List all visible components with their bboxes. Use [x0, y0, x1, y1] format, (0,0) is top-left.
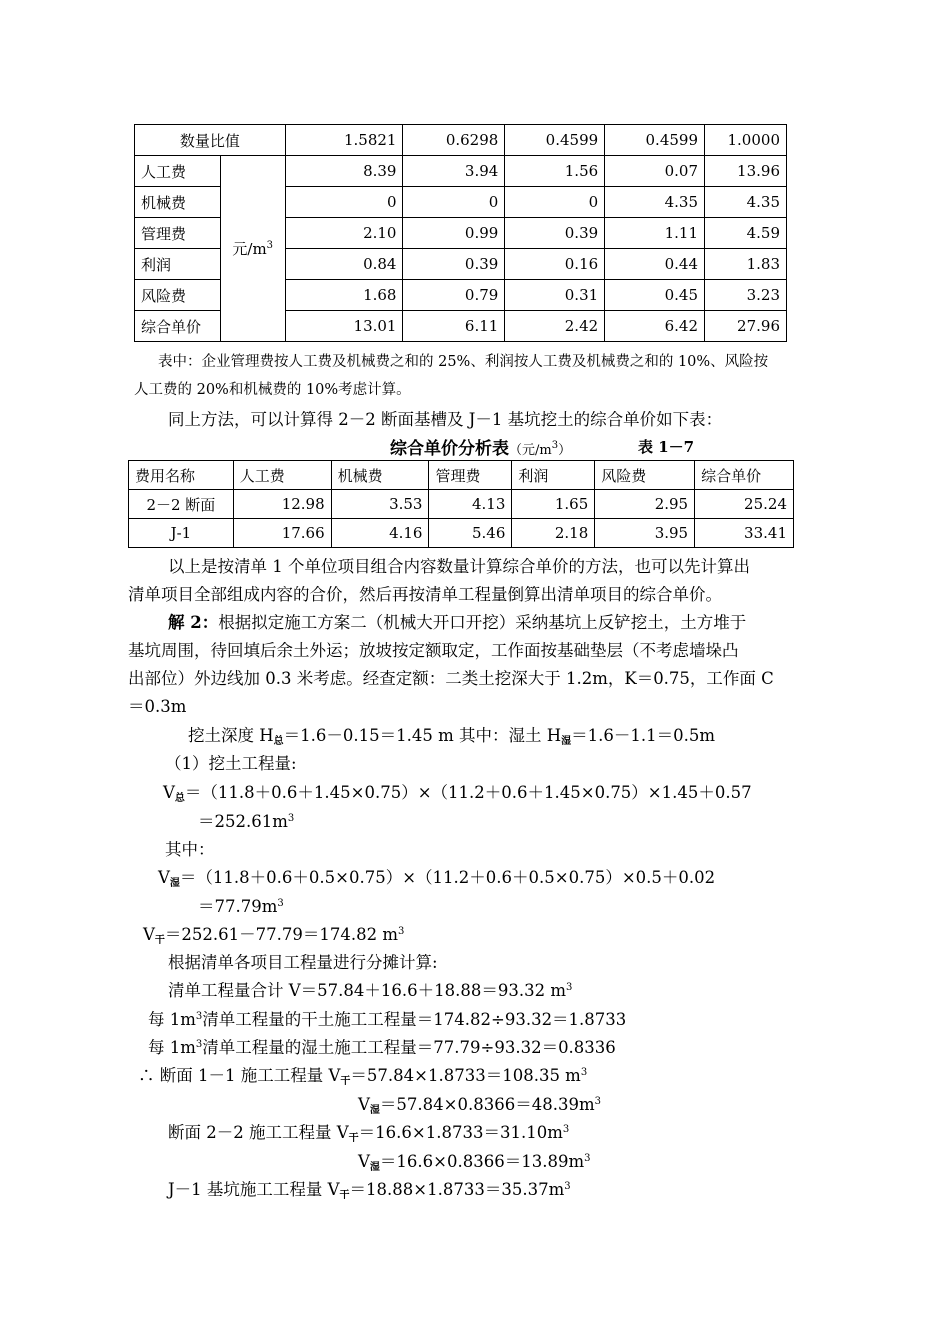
table-2-number: 表 1－7 — [638, 438, 695, 456]
text: 每 1m — [148, 1010, 196, 1029]
unit-sup: 3 — [266, 240, 274, 251]
v-total-line — [163, 779, 752, 804]
table-cell: 0.31 — [505, 280, 605, 311]
table-2-title-unit-close: ） — [558, 443, 572, 458]
text: J－1 基坑施工工程量 V — [168, 1180, 340, 1199]
table-cell: 0.07 — [605, 156, 705, 187]
table-cell: 1.5821 — [285, 125, 403, 156]
table-header-cell: 风险费 — [595, 461, 695, 490]
text: 清单工程量合计 V＝57.84＋16.6＋18.88＝93.32 m — [168, 981, 566, 1000]
solution-2-line-4: ＝0.3m — [128, 697, 187, 716]
item-1-heading: （1）挖土工程量: — [165, 754, 297, 773]
table-cell: 25.24 — [695, 490, 794, 519]
table-header-cell: 综合单价 — [695, 461, 794, 490]
table-cell: 0.6298 — [403, 125, 505, 156]
sup: 3 — [562, 1124, 570, 1135]
solution-2-line-3: 出部位）外边线加 0.3 米考虑。经查定额：二类土挖深大于 1.2m，K＝0.75，工作面 C — [128, 669, 774, 688]
paragraph-2-line-2: 清单项目全部组成内容的合价，然后再按清单工程量倒算出清单项目的综合单价。 — [128, 585, 722, 604]
paragraph: 同上方法，可以计算得 2－2 断面基槽及 J－1 基坑挖土的综合单价如下表： — [168, 410, 723, 429]
per-wet-line — [148, 1034, 616, 1058]
table-cell: 0.16 — [505, 249, 605, 280]
section-2-2-dry — [168, 1119, 569, 1144]
pit-j1-dry — [168, 1176, 571, 1201]
table-cell: 3.23 — [705, 280, 787, 311]
sub: 总 — [174, 793, 185, 804]
v-wet-result — [198, 893, 284, 917]
unit-price-table-2 — [128, 460, 794, 548]
text: 挖土深度 H — [188, 726, 274, 745]
table-cell: 3.94 — [403, 156, 505, 187]
sub: 湿 — [369, 1105, 380, 1116]
table-2-title-sup: 3 — [551, 440, 559, 451]
text: ＝（11.8＋0.6＋1.45×0.75）×（11.2＋0.6＋1.45×0.75）×1.45＋0.57 — [184, 783, 752, 802]
sup: 3 — [564, 1181, 571, 1192]
table-cell: 0.45 — [605, 280, 705, 311]
table-cell: 33.41 — [695, 519, 794, 548]
table-cell: 0.84 — [285, 249, 403, 280]
table-cell: 0.44 — [605, 249, 705, 280]
table-cell: 0.4599 — [505, 125, 605, 156]
quantity-sum-line — [168, 977, 572, 1001]
sub: 总 — [273, 736, 284, 747]
table-cell: 8.39 — [285, 156, 403, 187]
table-2-title-main: 综合单价分析表 — [390, 439, 509, 459]
solution-2-lead: 解 2： — [168, 613, 219, 632]
unit-cell — [220, 156, 285, 342]
sub: 干 — [348, 1133, 359, 1144]
table-cell: 13.01 — [285, 311, 403, 342]
text: 清单工程量的湿土施工工程量＝77.79÷93.32＝0.8336 — [202, 1038, 616, 1057]
text: ＝（11.8＋0.6＋0.5×0.75）×（11.2＋0.6＋0.5×0.75）×0.5＋0.02 — [179, 868, 716, 887]
text: V — [143, 925, 155, 944]
text: ＝16.6×0.8366＝13.89m — [379, 1152, 585, 1171]
sup: 3 — [580, 1067, 588, 1078]
table-cell: 1.11 — [605, 218, 705, 249]
table-cell: 2.18 — [512, 519, 595, 548]
table-header-cell: 管理费 — [429, 461, 512, 490]
row-label: 风险费 — [135, 280, 221, 311]
text: ＝16.6×1.8733＝31.10m — [358, 1123, 563, 1142]
text: ＝57.84×1.8733＝108.35 m — [350, 1066, 581, 1085]
table-header-cell: 人工费 — [233, 461, 331, 490]
table-cell: 2.42 — [505, 311, 605, 342]
table-cell: 0.39 — [505, 218, 605, 249]
among-label: 其中： — [165, 840, 215, 859]
table-2-title — [390, 434, 571, 459]
table-cell: 3.95 — [595, 519, 695, 548]
text: 断面 2－2 施工工程量 V — [168, 1123, 349, 1142]
text: ＝77.79m — [198, 897, 278, 916]
row-label: 管理费 — [135, 218, 221, 249]
table-note-line-2: 人工费的 20%和机械费的 10%考虑计算。 — [134, 382, 411, 398]
table-cell: 3.53 — [331, 490, 429, 519]
table-cell: 4.13 — [429, 490, 512, 519]
table-cell: 1.68 — [285, 280, 403, 311]
table-row — [129, 461, 794, 490]
table-cell: 0 — [403, 187, 505, 218]
sup: 3 — [287, 813, 295, 824]
text: V — [158, 868, 170, 887]
text: V — [358, 1152, 370, 1171]
table-cell: 0.79 — [403, 280, 505, 311]
per-dry-line — [148, 1006, 626, 1030]
row-label: 利润 — [135, 249, 221, 280]
table-row — [129, 519, 794, 548]
solution-2-line-1 — [168, 609, 746, 633]
sup: 3 — [398, 926, 405, 937]
table-header-cell: 机械费 — [331, 461, 429, 490]
table-cell: 1.0000 — [705, 125, 787, 156]
table-cell: 0.39 — [403, 249, 505, 280]
table-cell: 1.83 — [705, 249, 787, 280]
sub: 湿 — [169, 878, 180, 889]
table-2-title-unit: （元/m — [509, 443, 552, 458]
row-label: 机械费 — [135, 187, 221, 218]
row-label: 2－2 断面 — [129, 490, 234, 519]
table-cell: 6.42 — [605, 311, 705, 342]
row-label: 综合单价 — [135, 311, 221, 342]
text: ＝252.61－77.79＝174.82 m — [164, 925, 399, 944]
sup: 3 — [566, 982, 573, 993]
row-label: J-1 — [129, 519, 234, 548]
sup: 3 — [277, 898, 284, 909]
section-1-1-dry — [138, 1062, 587, 1087]
solution-2-line-2: 基坑周围，待回填后余土外运；放坡按定额取定，工作面按基础垫层（不考虑墙垛凸 — [128, 641, 739, 660]
table-cell: 0 — [285, 187, 403, 218]
table-cell: 0.99 — [403, 218, 505, 249]
table-header-cell: 利润 — [512, 461, 595, 490]
text: ＝1.6－1.1＝0.5m — [571, 726, 716, 745]
v-total-result — [198, 808, 294, 832]
text: ∴ 断面 1－1 施工工程量 V — [138, 1066, 341, 1085]
text: V — [358, 1095, 370, 1114]
sub: 湿 — [561, 736, 572, 747]
sub: 干 — [340, 1076, 351, 1087]
table-cell: 0 — [505, 187, 605, 218]
table-row — [129, 490, 794, 519]
table-cell: 4.35 — [605, 187, 705, 218]
sup: 3 — [584, 1153, 591, 1164]
text: 清单工程量的干土施工工程量＝174.82÷93.32＝1.8733 — [202, 1010, 627, 1029]
solution-2-text: 根据拟定施工方案二（机械大开口开挖）采纳基坑上反铲挖土，土方堆于 — [218, 613, 747, 632]
sub: 干 — [339, 1190, 350, 1201]
table-cell: 17.66 — [233, 519, 331, 548]
section-1-1-wet — [358, 1091, 601, 1116]
table-cell: 6.11 — [403, 311, 505, 342]
table-cell: 1.65 — [512, 490, 595, 519]
table-header-cell: 费用名称 — [129, 461, 234, 490]
table-header-cell: 数量比值 — [135, 125, 286, 156]
unit-price-table-1 — [134, 124, 787, 342]
table-cell: 4.16 — [331, 519, 429, 548]
sub: 湿 — [369, 1162, 380, 1173]
sub: 干 — [154, 935, 165, 946]
allocation-line: 根据清单各项目工程量进行分摊计算: — [168, 953, 438, 972]
text: V — [163, 783, 175, 802]
text: ＝1.6－0.15＝1.45 m 其中：湿土 H — [283, 726, 562, 745]
text: ＝252.61m — [198, 812, 288, 831]
table-row — [135, 156, 787, 187]
row-label: 人工费 — [135, 156, 221, 187]
sup: 3 — [594, 1096, 601, 1107]
table-cell: 2.10 — [285, 218, 403, 249]
paragraph-2-line-1: 以上是按清单 1 个单位项目组合内容数量计算综合单价的方法，也可以先计算出 — [168, 557, 750, 576]
sup: 3 — [195, 1011, 203, 1022]
table-cell: 4.35 — [705, 187, 787, 218]
section-2-2-wet — [358, 1148, 590, 1173]
text: ＝57.84×0.8366＝48.39m — [379, 1095, 595, 1114]
table-note-line-1: 表中：企业管理费按人工费及机械费之和的 25%、利润按人工费及机械费之和的 10%、风险按 — [158, 354, 769, 370]
table-row — [135, 125, 787, 156]
text: ＝18.88×1.8733＝35.37m — [349, 1180, 565, 1199]
table-cell: 12.98 — [233, 490, 331, 519]
v-dry-line — [143, 921, 404, 946]
table-cell: 4.59 — [705, 218, 787, 249]
text: 每 1m — [148, 1038, 196, 1057]
sup: 3 — [195, 1039, 203, 1050]
unit-text: 元/m — [232, 240, 267, 258]
table-cell: 27.96 — [705, 311, 787, 342]
depth-line — [188, 722, 715, 747]
table-cell: 0.4599 — [605, 125, 705, 156]
table-cell: 2.95 — [595, 490, 695, 519]
table-cell: 5.46 — [429, 519, 512, 548]
table-cell: 1.56 — [505, 156, 605, 187]
v-wet-line — [158, 864, 715, 889]
table-cell: 13.96 — [705, 156, 787, 187]
